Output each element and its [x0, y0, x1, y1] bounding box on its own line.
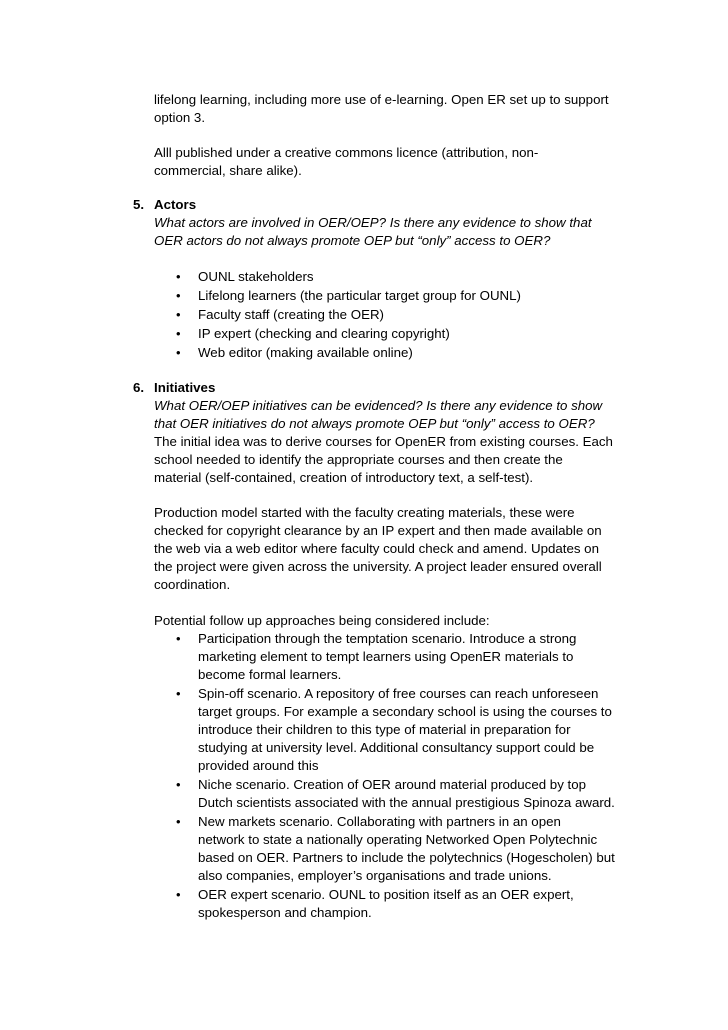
followup-line: marketing element to tempt learners using OpenER materials to: [198, 649, 574, 664]
bullet-icon: •: [176, 326, 181, 341]
paragraph-line: coordination.: [154, 577, 231, 592]
bullet-icon: •: [176, 686, 181, 701]
section-6-question-line: that OER initiatives do not always promote OEP but “only” access to OER?: [154, 416, 595, 431]
followup-line: Dutch scientists associated with the annual prestigious Spinoza award.: [198, 795, 615, 810]
bullet-icon: •: [176, 345, 181, 360]
paragraph-line: school needed to identify the appropriate courses and then create the: [154, 452, 563, 467]
section-5-question-line: OER actors do not always promote OEP but “only” access to OER?: [154, 233, 551, 248]
followup-line: spokesperson and champion.: [198, 905, 372, 920]
followup-intro: Potential follow up approaches being considered include:: [154, 613, 490, 628]
section-5-heading: Actors: [154, 197, 197, 212]
followup-line: introduce their children to this type of material in preparation for: [198, 722, 571, 737]
bullet-icon: •: [176, 631, 181, 646]
followup-line: OER expert scenario. OUNL to position itself as an OER expert,: [198, 887, 574, 902]
bullet-icon: •: [176, 307, 181, 322]
paragraph-line: the project were given across the university. A project leader ensured overall: [154, 559, 602, 574]
actor-list-item: OUNL stakeholders: [198, 269, 314, 284]
followup-line: also companies, employer’s organisations and trade unions.: [198, 868, 552, 883]
followup-line: based on OER. Partners to include the polytechnics (Hogescholen) but: [198, 850, 615, 865]
paragraph-line: The initial idea was to derive courses for OpenER from existing courses. Each: [154, 434, 613, 449]
followup-line: Spin-off scenario. A repository of free courses can reach unforeseen: [198, 686, 599, 701]
bullet-icon: •: [176, 887, 181, 902]
intro-line: option 3.: [154, 110, 206, 125]
section-5-question-line: What actors are involved in OER/OEP? Is there any evidence to show that: [154, 215, 592, 230]
intro-line: lifelong learning, including more use of e-learning. Open ER set up to support: [154, 92, 609, 107]
followup-line: become formal learners.: [198, 667, 342, 682]
bullet-icon: •: [176, 288, 181, 303]
section-5-number: 5.: [133, 197, 145, 212]
licence-line: Alll published under a creative commons licence (attribution, non-: [154, 145, 539, 160]
followup-line: studying at university level. Additional consultancy support could be: [198, 740, 595, 755]
actor-list-item: IP expert (checking and clearing copyright): [198, 326, 450, 341]
followup-line: Participation through the temptation scenario. Introduce a strong: [198, 631, 577, 646]
paragraph-line: the web via a web editor where faculty could check and amend. Updates on: [154, 541, 599, 556]
actor-list-item: Web editor (making available online): [198, 345, 413, 360]
section-6-heading: Initiatives: [154, 380, 216, 395]
section-6-number: 6.: [133, 380, 145, 395]
licence-line: commercial, share alike).: [154, 163, 302, 178]
followup-line: New markets scenario. Collaborating with partners in an open: [198, 814, 561, 829]
paragraph-line: material (self-contained, creation of introductory text, a self-test).: [154, 470, 534, 485]
bullet-icon: •: [176, 269, 181, 284]
followup-line: provided around this: [198, 758, 319, 773]
actor-list-item: Faculty staff (creating the OER): [198, 307, 384, 322]
paragraph-line: Production model started with the faculty creating materials, these were: [154, 505, 575, 520]
paragraph-line: checked for copyright clearance by an IP expert and then made available on: [154, 523, 602, 538]
section-6-question-line: What OER/OEP initiatives can be evidenced? Is there any evidence to show: [154, 398, 603, 413]
bullet-icon: •: [176, 814, 181, 829]
bullet-icon: •: [176, 777, 181, 792]
followup-line: network to state a nationally operating Networked Open Polytechnic: [198, 832, 598, 847]
followup-line: Niche scenario. Creation of OER around material produced by top: [198, 777, 587, 792]
actor-list-item: Lifelong learners (the particular target group for OUNL): [198, 288, 521, 303]
followup-line: target groups. For example a secondary school is using the courses to: [198, 704, 612, 719]
